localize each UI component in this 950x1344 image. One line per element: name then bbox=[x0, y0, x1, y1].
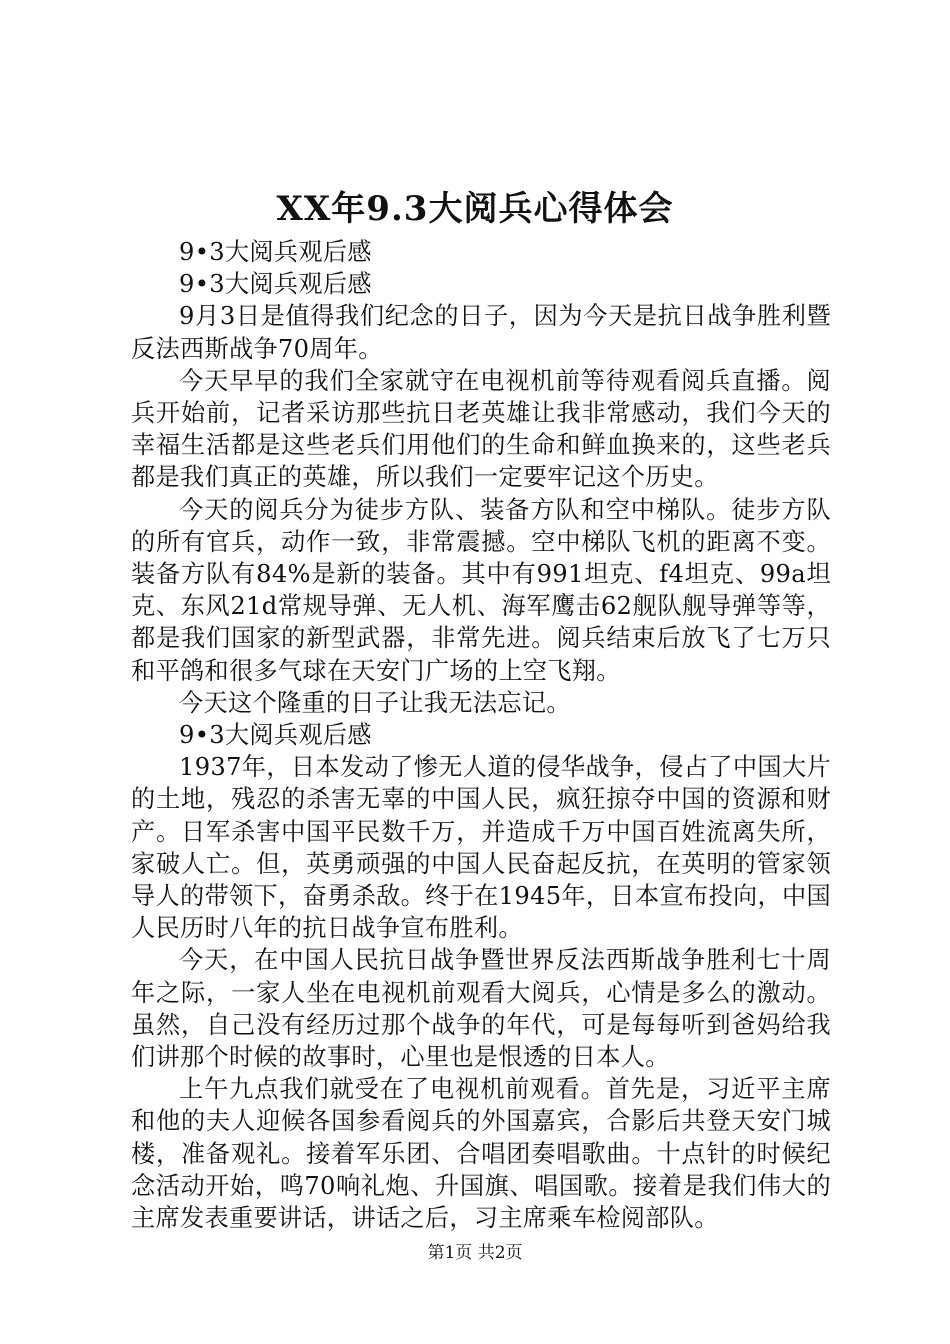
document-body bbox=[131, 236, 831, 1234]
paragraph: 今天的阅兵分为徒步方队、装备方队和空中梯队。徒步方队的所有官兵，动作一致，非常震撼。空中梯队飞机的距离不变。装备方队有84%是新的装备。其中有991坦克、f4坦克、99a坦克、东风21d常规导弹、无人机、海军鹰击62舰队舰导弹等等，都是我们国家的新型武器，非常先进。阅兵结束后放飞了七万只和平鸽和很多气球在天安门广场的上空飞翔。 bbox=[131, 495, 831, 685]
paragraph: 今天早早的我们全家就守在电视机前等待观看阅兵直播。阅兵开始前，记者采访那些抗日老英雄让我非常感动，我们今天的幸福生活都是这些老兵们用他们的生命和鲜血换来的，这些老兵都是我们真正的英雄，所以我们一定要牢记这个历史。 bbox=[131, 366, 831, 492]
paragraph: 9月3日是值得我们纪念的日子，因为今天是抗日战争胜利暨反法西斯战争70周年。 bbox=[131, 302, 831, 363]
paragraph: 今天这个隆重的日子让我无法忘记。 bbox=[179, 688, 571, 717]
paragraph: 今天，在中国人民抗日战争暨世界反法西斯战争胜利七十周年之际，一家人坐在电视机前观看大阅兵，心情是多么的激动。虽然，自己没有经历过那个战争的年代，可是每每听到爸妈给我们讲那个时候的故事时，心里也是恨透的日本人。 bbox=[131, 946, 831, 1072]
paragraph-subtitle-1: 9•3大阅兵观后感 bbox=[179, 238, 372, 266]
paragraph-subtitle-3: 9•3大阅兵观后感 bbox=[179, 721, 372, 750]
paragraph: 上午九点我们就受在了电视机前观看。首先是，习近平主席和他的夫人迎候各国参看阅兵的外国嘉宾，合影后共登天安门城楼，准备观礼。接着军乐团、合唱团奏唱歌曲。十点针的时候纪念活动开始，鸣70响礼炮、升国旗、唱国歌。接着是我们伟大的主席发表重要讲话，讲话之后，习主席乘车检阅部队。 bbox=[131, 1075, 831, 1233]
page-footer: 第1页 共2页 bbox=[427, 1243, 523, 1263]
paragraph: 1937年，日本发动了惨无人道的侵华战争，侵占了中国大片的土地，残忍的杀害无辜的中国人民，疯狂掠夺中国的资源和财产。日军杀害中国平民数千万，并造成千万中国百姓流离失所，家破人亡。但，英勇顽强的中国人民奋起反抗，在英明的管家领导人的带领下，奋勇杀敌。终于在1945年，日本宣布投向，中国人民历时八年的抗日战争宣布胜利。 bbox=[131, 753, 831, 943]
paragraph-subtitle-2: 9•3大阅兵观后感 bbox=[179, 270, 372, 299]
document-title: XX年9.3大阅兵心得体会 bbox=[276, 189, 674, 229]
